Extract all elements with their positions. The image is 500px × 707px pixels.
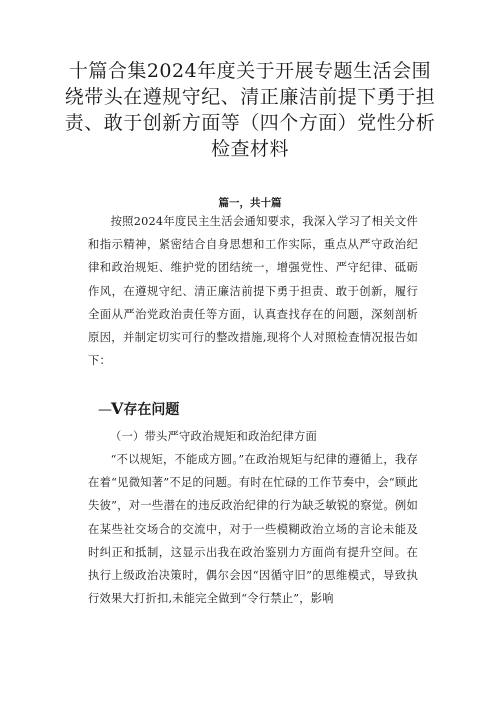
intro-paragraph: 按照2024年度民主生活会通知要求，我深入学习了相关文件和指示精神，紧密结合自身思想和工作实际，重点从严守政治纪律和政治规矩、维护党的团结统一，增强党性、严守纪律、砥砺作风，在遵规守纪、清正廉洁前提下勇于担责、敢于创新，履行全面从严治党政治责任等方面，认真查找存在的问题，深刻剖析原因，并制定切实可行的整改措施,现将个人对照检查情况报告如下： bbox=[88, 215, 418, 368]
document-subheading: 篇一，共十篇 bbox=[218, 197, 282, 209]
section-heading-dash: — bbox=[98, 402, 111, 418]
section-heading-numeral: V bbox=[111, 399, 124, 418]
section-heading bbox=[98, 399, 179, 420]
document-title: 十篇合集2024年度关于开展专题生活会围绕带头在遵规守纪、清正廉洁前提下勇于担责、敢于创新方面等（四个方面）党性分析检查材料 bbox=[64, 60, 436, 160]
subsection-heading: （一）带头严守政治规矩和政治纪律方面 bbox=[110, 430, 317, 443]
section-heading-text: 存在问题 bbox=[123, 402, 180, 418]
body-paragraph: “不以规矩，不能成方圆。”在政治规矩与纪律的遵循上，我存在着“见微知著”不足的问题。有时在忙碌的工作节奏中，会“顾此失彼”，对一些潜在的违反政治纪律的行为缺乏敏锐的察觉。例如在某些社交场合的交流中，对于一些模糊政治立场的言论未能及时纠正和抵制，这显示出我在政治鉴别力方面尚有提升空间。在执行上级政治决策时，偶尔会因“因循守旧”的思维模式，导致执行效果大打折扣,未能完全做到“令行禁止”，影响 bbox=[88, 453, 418, 606]
